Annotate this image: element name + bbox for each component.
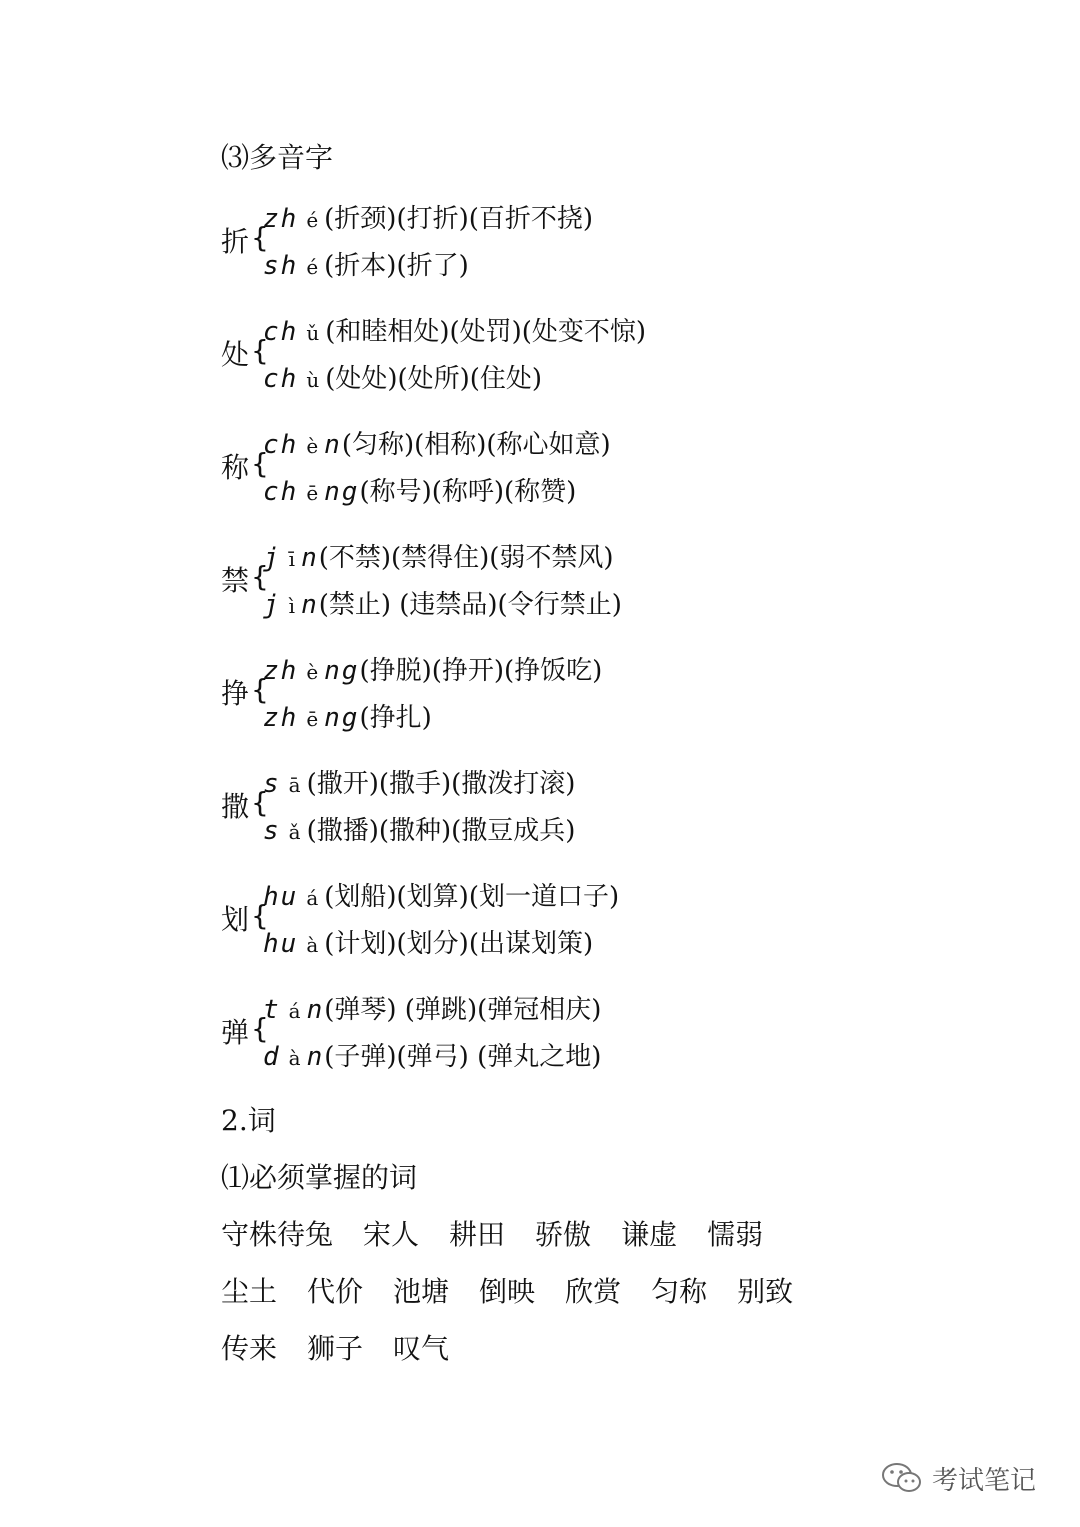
- word-item: 代价: [307, 1275, 364, 1308]
- brace: {: [251, 673, 269, 706]
- example-words: (子弹)(弹弓) (弹丸之地): [324, 1042, 602, 1072]
- polyphone-group: [221, 994, 921, 1094]
- brace: {: [251, 899, 269, 932]
- pinyin-initial: j: [263, 543, 281, 573]
- pinyin-tone-vowel: ì: [288, 594, 296, 618]
- pinyin-final: ng: [324, 477, 360, 507]
- reading-line: [263, 429, 611, 462]
- reading-line: [263, 363, 542, 396]
- word-item: 倒映: [479, 1275, 536, 1308]
- example-words: (撒播)(撒种)(撒豆成兵): [306, 816, 576, 846]
- polyphone-group: [221, 316, 921, 416]
- polyphone-char: 挣: [221, 677, 250, 710]
- reading-line: [263, 589, 622, 622]
- pinyin-tone-vowel: é: [306, 255, 319, 279]
- reading-line: [263, 928, 593, 961]
- reading-line: [263, 316, 646, 349]
- word-item: 宋人: [363, 1218, 420, 1251]
- word-item: 狮子: [307, 1332, 364, 1365]
- reading-line: [263, 994, 601, 1027]
- pinyin-final: ng: [324, 703, 360, 733]
- polyphone-group: [221, 655, 921, 755]
- word-item: 懦弱: [707, 1218, 764, 1251]
- brace: {: [251, 1012, 269, 1045]
- pinyin-tone-vowel: á: [306, 886, 319, 910]
- pinyin-initial: t: [263, 995, 281, 1025]
- reading-line: [263, 702, 432, 735]
- polyphone-group: [221, 429, 921, 529]
- word-row: [221, 1275, 823, 1309]
- pinyin-initial: sh: [263, 251, 299, 281]
- pinyin-tone-vowel: á: [288, 999, 301, 1023]
- polyphone-char: 处: [221, 338, 250, 371]
- example-words: (撒开)(撒手)(撒泼打滚): [306, 769, 576, 799]
- pinyin-tone-vowel: à: [288, 1046, 301, 1070]
- pinyin-initial: ch: [263, 477, 299, 507]
- pinyin-initial: zh: [263, 656, 299, 686]
- polyphone-char: 折: [221, 225, 250, 258]
- reading-line: [263, 250, 469, 283]
- polyphone-group: [221, 542, 921, 642]
- example-words: (称号)(称呼)(称赞): [359, 477, 577, 507]
- example-words: (挣脱)(挣开)(挣饭吃): [359, 656, 603, 686]
- pinyin-tone-vowel: é: [306, 208, 319, 232]
- word-item: 耕田: [449, 1218, 506, 1251]
- polyphone-group: [221, 203, 921, 303]
- example-words: (弹琴) (弹跳)(弹冠相庆): [324, 995, 602, 1025]
- reading-line: [263, 815, 575, 848]
- example-words: (禁止) (违禁品)(令行禁止): [318, 590, 622, 620]
- example-words: (和睦相处)(处罚)(处变不惊): [325, 317, 647, 347]
- watermark: [880, 1458, 1036, 1498]
- polyphone-group: [221, 768, 921, 868]
- example-words: (计划)(划分)(出谋划策): [324, 929, 594, 959]
- word-item: 匀称: [651, 1275, 708, 1308]
- brace: {: [251, 334, 269, 367]
- reading-line: [263, 881, 619, 914]
- pinyin-tone-vowel: è: [306, 434, 319, 458]
- example-words: (挣扎): [359, 703, 432, 733]
- polyphone-group: [221, 881, 921, 981]
- pinyin-tone-vowel: ē: [306, 707, 319, 731]
- pinyin-tone-vowel: à: [306, 933, 319, 957]
- word-row: [221, 1332, 479, 1366]
- pinyin-initial: d: [263, 1042, 281, 1072]
- pinyin-initial: ch: [263, 430, 299, 460]
- word-item: 池塘: [393, 1275, 450, 1308]
- brace: {: [251, 786, 269, 819]
- word-item: 别致: [737, 1275, 794, 1308]
- pinyin-initial: ch: [263, 317, 299, 347]
- word-item: 守株待兔: [221, 1218, 334, 1251]
- watermark-text: 考试笔记: [932, 1465, 1037, 1496]
- word-item: 谦虚: [621, 1218, 678, 1251]
- word-item: 欣赏: [565, 1275, 622, 1308]
- reading-line: [263, 542, 614, 575]
- word-item: 叹气: [393, 1332, 450, 1365]
- pinyin-initial: hu: [263, 929, 299, 959]
- polyphone-char: 划: [221, 903, 250, 936]
- pinyin-final: n: [306, 995, 325, 1025]
- brace: {: [251, 221, 269, 254]
- section-title: ⑶多音字: [221, 141, 334, 174]
- pinyin-initial: s: [263, 816, 281, 846]
- pinyin-tone-vowel: ē: [306, 481, 319, 505]
- pinyin-tone-vowel: ǔ: [306, 321, 320, 345]
- pinyin-initial: hu: [263, 882, 299, 912]
- example-words: (匀称)(相称)(称心如意): [341, 430, 611, 460]
- pinyin-final: n: [301, 543, 319, 573]
- example-words: (不禁)(禁得住)(弱不禁风): [318, 543, 614, 573]
- pinyin-initial: zh: [263, 204, 299, 234]
- word-item: 尘土: [221, 1275, 278, 1308]
- reading-line: [263, 768, 575, 801]
- polyphone-char: 禁: [221, 564, 250, 597]
- word-row: [221, 1218, 793, 1252]
- pinyin-initial: ch: [263, 364, 299, 394]
- brace: {: [251, 560, 269, 593]
- pinyin-final: n: [306, 1042, 325, 1072]
- example-words: (划船)(划算)(划一道口子): [324, 882, 620, 912]
- subsection-title: ⑴必须掌握的词: [221, 1161, 418, 1194]
- pinyin-tone-vowel: è: [306, 660, 319, 684]
- example-words: (折颈)(打折)(百折不挠): [324, 204, 594, 234]
- pinyin-tone-vowel: ī: [288, 547, 296, 571]
- section2-title: 2.词: [221, 1104, 276, 1137]
- pinyin-final: ng: [324, 656, 360, 686]
- polyphone-char: 撒: [221, 790, 250, 823]
- reading-line: [263, 476, 576, 509]
- pinyin-final: n: [324, 430, 342, 460]
- pinyin-tone-vowel: ā: [288, 773, 301, 797]
- example-words: (折本)(折了): [324, 251, 469, 281]
- pinyin-initial: zh: [263, 703, 299, 733]
- brace: {: [251, 447, 269, 480]
- example-words: (处处)(处所)(住处): [325, 364, 543, 394]
- polyphone-char: 弹: [221, 1016, 250, 1049]
- pinyin-tone-vowel: ǎ: [288, 820, 301, 844]
- reading-line: [263, 203, 593, 236]
- word-item: 传来: [221, 1332, 278, 1365]
- pinyin-initial: j: [263, 590, 281, 620]
- polyphone-char: 称: [221, 451, 250, 484]
- pinyin-tone-vowel: ù: [306, 368, 320, 392]
- wechat-icon: [880, 1460, 924, 1496]
- reading-line: [263, 655, 602, 688]
- word-item: 骄傲: [535, 1218, 592, 1251]
- reading-line: [263, 1041, 601, 1074]
- pinyin-final: n: [301, 590, 319, 620]
- pinyin-initial: s: [263, 769, 281, 799]
